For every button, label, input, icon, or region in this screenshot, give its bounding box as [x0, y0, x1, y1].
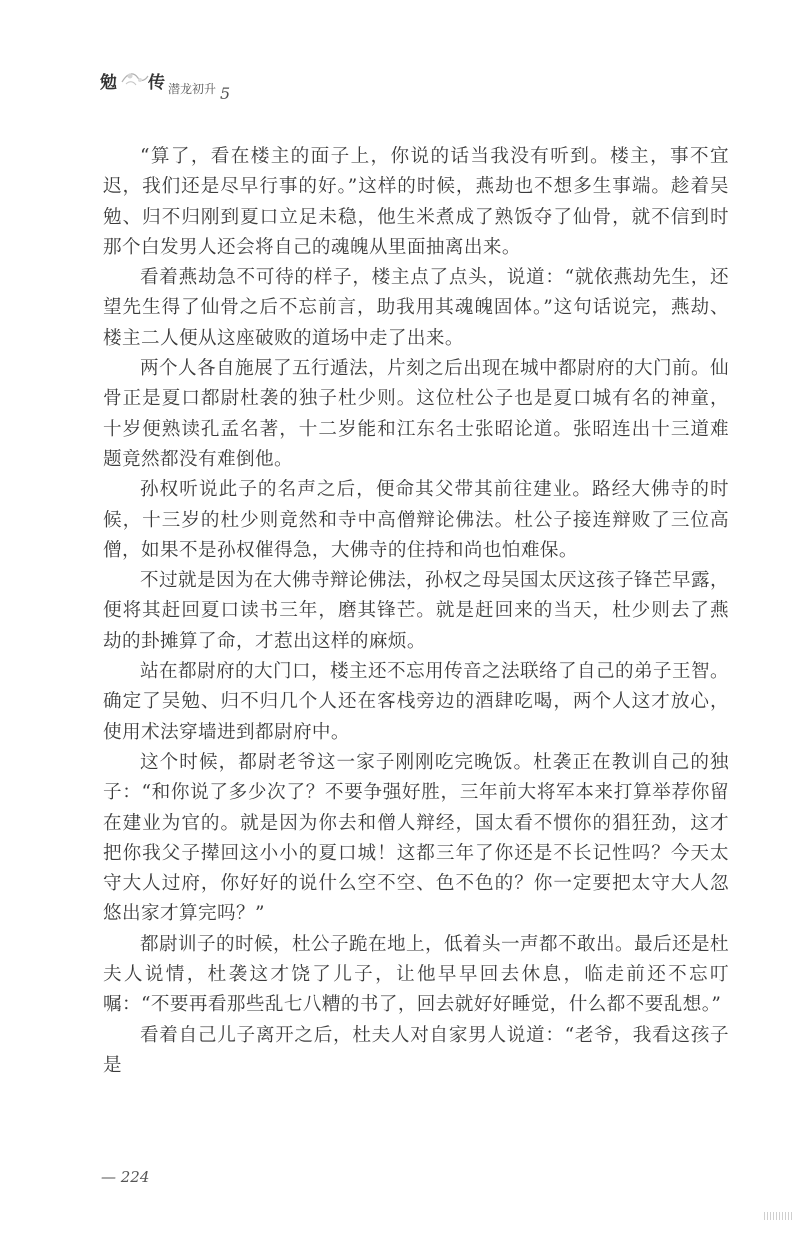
paragraph: 这个时候，都尉老爷这一家子刚刚吃完晚饭。杜袭正在教训自己的独子：“和你说了多少次了？不要争强好胜，三年前大将军本来打算举荐你留在建业为官的。就是因为你去和僧人辩经，国太看不惯你的猖狂劲，这才把你我父子撵回这小小的夏口城！这都三年了你还是不长记性吗？今天太守大人过府，你好好的说什么空不空、色不色的？你一定要把太守大人忽悠出家才算完吗？”: [103, 751, 729, 925]
paragraph: 不过就是因为在大佛寺辩论佛法，孙权之母吴国太厌这孩子锋芒早露，便将其赶回夏口读书三年，磨其锋芒。就是赶回来的当天，杜少则去了燕劫的卦摊算了命，才惹出这样的麻烦。: [103, 570, 729, 652]
paragraph: 孙权听说此子的名声之后，便命其父带其前往建业。路经大佛寺的时候，十三岁的杜少则竟然和寺中高僧辩论佛法。杜公子接连辩败了三位高僧，如果不是孙权催得急，大佛寺的住持和尚也怕难保。: [103, 479, 729, 561]
header-title-char-1: 勉: [100, 73, 117, 93]
floral-ornament-icon: [120, 68, 150, 88]
paragraph: 都尉训子的时候，杜公子跪在地上，低着头一声都不敢出。最后还是杜夫人说情，杜袭这才饶了儿子，让他早早回去休息，临走前还不忘叮嘱：“不要再看那些乱七八糟的书了，回去就好好睡觉，什么都不要乱想。”: [103, 933, 729, 1016]
paragraph: 站在都尉府的大门口，楼主还不忘用传音之法联络了自己的弟子王智。确定了吴勉、归不归几个人还在客栈旁边的酒肆吃喝，两个人这才放心，使用术法穿墙进到都尉府中。: [103, 661, 729, 743]
page-number: — 224: [101, 1168, 150, 1186]
header-subtitle: 潜龙初升: [168, 82, 217, 96]
body-text: [103, 142, 729, 1081]
scan-edge-mark: [764, 1212, 792, 1220]
paragraph: 两个人各自施展了五行遁法，片刻之后出现在城中都尉府的大门前。仙骨正是夏口都尉杜袭的独子杜少则。这位杜公子也是夏口城有名的神童，十岁便熟读孔孟名著，十二岁能和江东名士张昭论道。张昭连出十三道难题竟然都没有难倒他。: [103, 358, 729, 470]
paragraph: 看着自己儿子离开之后，杜夫人对自家男人说道：“老爷，我看这孩子是: [103, 1024, 729, 1076]
header-title-char-2: 传: [148, 73, 165, 93]
paragraph: 看着燕劫急不可待的样子，楼主点了点头，说道：“就依燕劫先生，还望先生得了仙骨之后不忘前言，助我用其魂魄固体。”这句话说完，燕劫、楼主二人便从这座破败的道场中走了出来。: [103, 267, 729, 349]
running-header: [100, 64, 400, 104]
header-volume-number: 5: [220, 84, 231, 103]
paragraph: “算了，看在楼主的面子上，你说的话当我没有听到。楼主，事不宜迟，我们还是尽早行事的好。”这样的时候，燕劫也不想多生事端。趁着吴勉、归不归刚到夏口立足未稳，他生米煮成了熟饭夺了仙骨，就不信到时那个白发男人还会将自己的魂魄从里面抽离出来。: [103, 146, 729, 258]
